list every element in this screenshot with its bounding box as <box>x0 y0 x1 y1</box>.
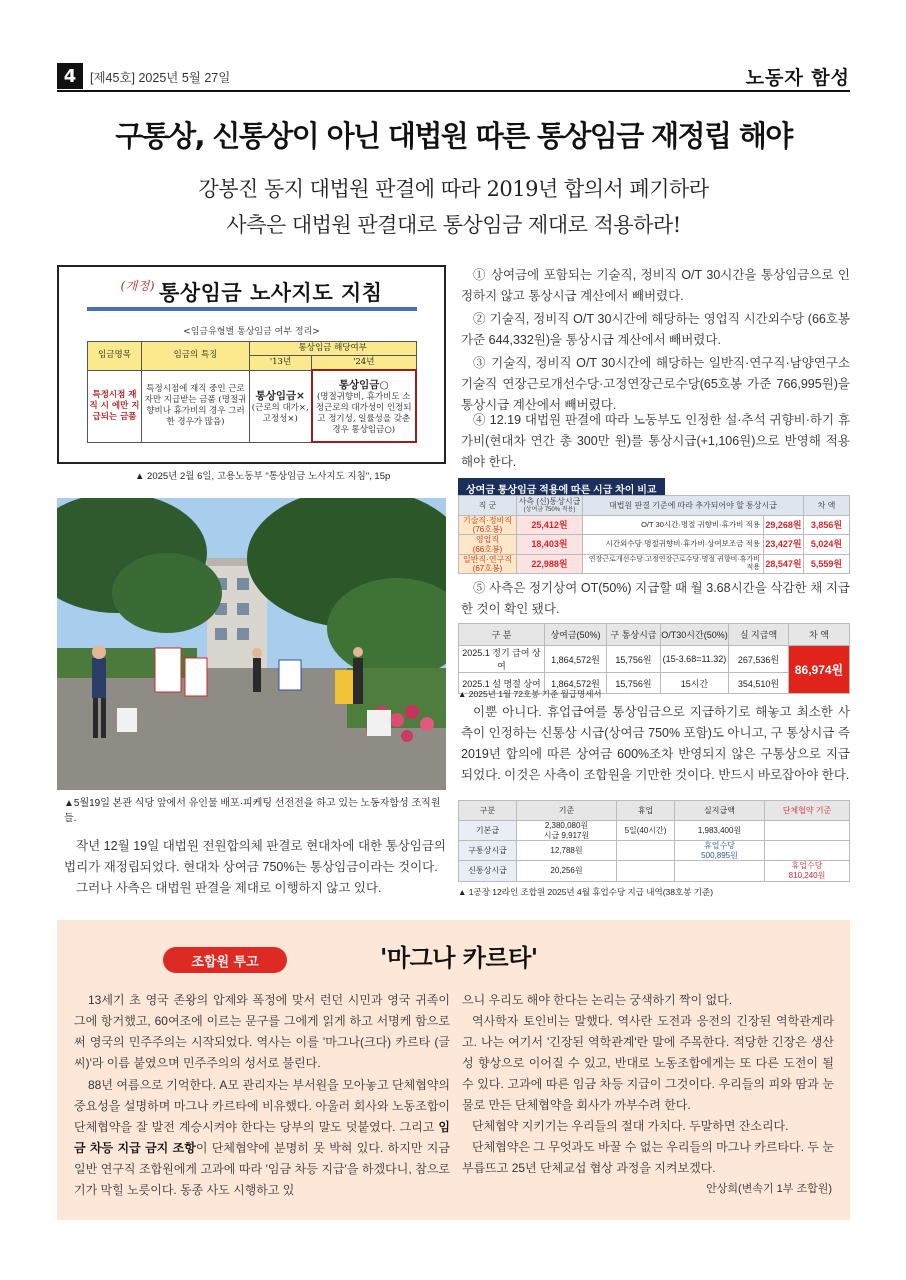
highlight-clause: 임금 차등 지급 금지 조항 <box>74 1120 450 1155</box>
subheadline-2: 사측은 대법원 판결대로 통상임금 제대로 적용하라! <box>226 213 681 237</box>
t3-paid <box>675 861 765 881</box>
subheadline-1: 강봉진 동지 대법원 판결에 따라 2019년 합의서 폐기하라 <box>198 177 709 201</box>
guideline-inner-caption: <임금유형별 통상임금 여부 정리> <box>183 327 320 337</box>
t1-header-company-sub: (상여금 750% 적용) <box>523 506 576 513</box>
guideline-title-bar <box>87 307 417 311</box>
t3-header: 구분 <box>459 801 517 821</box>
t3-leave: 5일(40시간) <box>617 821 675 841</box>
t2-cell: 15,756원 <box>607 646 661 673</box>
right-paragraph-1: ① 상여금에 포함되는 기술직, 정비직 O/T 30시간을 통상임금으로 인정하지 않고 통상시급 계산에서 빼버렸다. <box>461 268 850 303</box>
contribution-author: 안상희(변속기 1부 조합원) <box>706 1183 832 1195</box>
wage-comparison-title: 상여금 통상임금 적용에 따른 시급 차이 비교 <box>458 478 665 495</box>
left-paragraph-1: 작년 12월 19일 대법원 전원합의체 판결로 현대차에 대한 통상임금의 법리가 재정립되었다. 현대차 상여금 750%는 통상임금이라는 것이다. <box>64 839 446 874</box>
t1-header-court: 대법원 판결 기준에 따라 추가되어야 할 통상시급 <box>583 496 804 516</box>
contribution-right-4: 단체협약은 그 무엇과도 바꿀 수 없는 우리들의 마그나 카르타다. 두 눈 부릅뜨고 25년 단체교섭 협상 과정을 지켜보겠다. <box>462 1140 834 1175</box>
guideline-row-13-sub: (근로의 대가×, 고정성×) <box>251 402 309 424</box>
table-row <box>459 535 850 554</box>
t1-court: 23,427원 <box>764 535 804 554</box>
guideline-col-type: 임금명목 <box>88 342 142 371</box>
issue-date: [제45호] 2025년 5월 27일 <box>90 71 231 85</box>
guideline-title <box>59 277 444 307</box>
guideline-title-text: 통상임금 노사지도 지침 <box>159 281 383 305</box>
t3-header: 휴업 <box>617 801 675 821</box>
t1-group: 기술직·정비직 (76호봉) <box>459 516 517 535</box>
t1-basis: 시간외수당·명절귀향비·휴가비·상여보조금 적용 <box>583 535 764 554</box>
headline: 구통상, 신통상이 아닌 대법원 따른 통상임금 재정립 해야 <box>115 119 792 153</box>
t1-court: 28,547원 <box>764 554 804 573</box>
contribution-title: '마그나 카르타' <box>380 943 538 972</box>
header-rule <box>57 90 850 92</box>
contribution-badge: 조합원 투고 <box>163 947 287 973</box>
t2-cell: 2025.1 정기 급여 상여 <box>459 646 545 673</box>
page-number: 4 <box>57 63 83 89</box>
payslip-caption: ▲ 2025년 1월 72호봉 기준 월급명세서 <box>458 689 602 699</box>
guideline-row-13-main: 통상임금× <box>255 389 305 402</box>
t2-cell: 1,864,572원 <box>545 646 607 673</box>
t2-header: 실 지급액 <box>729 624 789 646</box>
t2-header: 차 액 <box>789 624 850 646</box>
wage-comparison-table <box>458 495 850 574</box>
t3-header: 단체협약 기준 <box>765 801 850 821</box>
t1-group: 영업직 (66호봉) <box>459 535 517 554</box>
t3-label: 신통상시급 <box>459 861 517 881</box>
t1-header-company-main: 사측 (신)통상시급 <box>518 497 581 507</box>
guideline-col-feature: 임금의 특징 <box>142 342 250 371</box>
guideline-row-24 <box>312 370 417 442</box>
t3-label: 기본급 <box>459 821 517 841</box>
t2-header: 상여금(50%) <box>545 624 607 646</box>
t2-header: 구 분 <box>459 624 545 646</box>
guideline-row-type: 특정시점 재직 시 에만 지급되는 금품 <box>88 370 142 442</box>
t2-cell: 2025.1 설 명절 상여 <box>459 673 545 694</box>
guideline-row-feature: 특정시점에 재직 중인 근로자만 지급받는 금품 (명절귀향비나 휴가비의 경우 그러한 경우가 많음) <box>142 370 250 442</box>
guideline-table <box>87 341 417 443</box>
t2-diff: 86,974원 <box>789 646 850 694</box>
t3-basis: 2,380,080원 시급 9,917원 <box>517 821 617 841</box>
t1-company: 18,403원 <box>517 535 583 554</box>
t3-header: 실지급액 <box>675 801 765 821</box>
t2-cell: 15,756원 <box>607 673 661 694</box>
t1-diff: 5,024원 <box>804 535 850 554</box>
t1-basis: O/T 30시간·명절 귀향비·휴가비 적용 <box>583 516 764 535</box>
leave-pay-caption: ▲ 1공장 12라인 조합원 2025년 4월 휴업수당 지급 내역(38호봉 기준) <box>458 887 714 897</box>
contribution-left-2: 88년 여름으로 기억한다. A모 관리자는 부서원을 모아놓고 단체협약의 중요성을 설명하며 마그나 카르타에 비유했다. 아울러 회사와 노동조합이 단체협약을 잘 발전 계승시켜야 한다는 당부의 말도 덧붙였다. 그리고 임금 차등 지급 금지 조항이 단체협약에 분명히 못 박혀 있다. 하지만 지금 일반 연구직 조합원에게 고과에 따라 '임금 차등 지급'을 하겠다니, 참으로 기가 막힐 노릇이다. 동종 사도 시행하고 있 <box>74 1078 450 1197</box>
table-row <box>459 841 850 861</box>
t3-leave <box>617 841 675 861</box>
left-paragraph-2: 그러나 사측은 대법원 판결을 제대로 이행하지 않고 있다. <box>76 881 382 895</box>
right-paragraph-6: 이뿐 아니다. 휴업급여를 통상임금으로 지급하기로 해놓고 최소한 사측이 인정하는 신통상 시급(상여금 750% 포함)도 아니고, 구 통상시급 즉 2019년 합의에 따른 상여금 600%조차 반영되지 않은 구통상으로 지급되었다. 이것은 사측이 조합원을 기만한 것이다. 반드시 바로잡아야 한다. <box>461 705 850 782</box>
t1-court: 29,268원 <box>764 516 804 535</box>
guideline-row-24-sub: (명절귀향비, 휴가비도 소정근로의 대가성이 인정되고 정기성, 일률성을 갖춘 경우 통상임금○) <box>315 391 412 435</box>
guideline-excerpt <box>57 265 446 464</box>
table-row <box>459 554 850 573</box>
t1-group: 일반직·연구직 (67호봉) <box>459 554 517 573</box>
contribution-left-1: 13세기 초 영국 존왕의 압제와 폭정에 맞서 런던 시민과 영국 귀족이 그에 항거했고, 60여조에 이르는 문구를 그에게 읽게 하고 서명케 함으로써 영국의 민주주의는 시작되었다. 역사는 이를 '마그나(크다) 카르타 (글씨)'라 이름 붙였으며 민주주의의 성서로 불린다. <box>74 993 450 1070</box>
table-row <box>459 861 850 881</box>
guideline-col-status: 통상임금 해당여부 <box>250 342 417 356</box>
rally-photo <box>57 498 446 790</box>
right-paragraph-5: ⑤ 사측은 정기상여 OT(50%) 지급할 때 월 3.68시간을 삭감한 채 지급한 것이 확인 됐다. <box>461 581 850 616</box>
t3-leave <box>617 861 675 881</box>
right-paragraph-4: ④ 12.19 대법원 판결에 따라 노동부도 인정한 설·추석 귀향비·하기 휴가비(현대차 연간 총 300만 원)를 통상시급(+1,106원)으로 반영해 적용해야 한다. <box>461 413 850 469</box>
t1-basis: 연장근로개선수당·고정연장근로수당·명절 귀향비·휴가비 적용 <box>583 554 764 573</box>
photo-caption: ▲5월19일 본관 식당 앞에서 유인물 배포·피케팅 선전전을 하고 있는 노동자함성 조직원들. <box>64 798 441 824</box>
contribution-right-3: 단체협약 지키기는 우리들의 절대 가치다. 두말하면 잔소리다. <box>472 1119 789 1133</box>
contribution-right-1: 으니 우리도 해야 한다는 논리는 궁색하기 짝이 없다. <box>462 993 733 1007</box>
t2-cell: 1,864,572원 <box>545 673 607 694</box>
payslip-table <box>458 623 850 694</box>
t2-header: 구 통상시급 <box>607 624 661 646</box>
table-row <box>459 821 850 841</box>
t3-paid: 1,983,400원 <box>675 821 765 841</box>
guideline-col-13: '13년 <box>250 356 312 371</box>
table-row <box>459 646 850 673</box>
t3-basis: 20,256원 <box>517 861 617 881</box>
guideline-caption: ▲ 2025년 2월 6일, 고용노동부 "통상임금 노사지도 지침", 15p <box>135 471 391 482</box>
t2-cell: (15-3.68=11.32) <box>661 646 729 673</box>
t1-header-group: 직 군 <box>459 496 517 516</box>
t3-cba <box>765 841 850 861</box>
contribution-right-2: 역사학자 토인비는 말했다. 역사란 도전과 응전의 긴장된 역학관계라고. 나는 여기서 '긴장된 역학관계'란 말에 주목한다. 적당한 긴장은 생산성 향상으로 이어질 수 있고, 반대로 노동조합에게는 또 다른 도전이 될 수 있다. 고과에 따른 임금 차등 지급이 그것이다. 우리들의 피와 땀과 눈물로 만든 단체협약을 회사가 까부수려 한다. <box>462 1014 834 1112</box>
t1-company: 22,988원 <box>517 554 583 573</box>
guideline-tag: (개정) <box>120 279 156 293</box>
t3-cba <box>765 821 850 841</box>
table-row <box>459 516 850 535</box>
t3-header: 기준 <box>517 801 617 821</box>
t1-header-company <box>517 496 583 516</box>
t1-header-diff: 차 액 <box>804 496 850 516</box>
t1-diff: 3,856원 <box>804 516 850 535</box>
t3-cba: 휴업수당 810,240원 <box>765 861 850 881</box>
guideline-row-13 <box>250 370 312 442</box>
right-paragraph-2: ② 기술직, 정비직 O/T 30시간에 해당하는 영업직 시간외수당 (66호봉 가준 644,332원)을 통상시급 계산에서 빼버렸다. <box>461 312 850 347</box>
t1-diff: 5,559원 <box>804 554 850 573</box>
t1-company: 25,412원 <box>517 516 583 535</box>
rally-photo-illustration <box>57 498 446 790</box>
t2-cell: 354,510원 <box>729 673 789 694</box>
leave-pay-table <box>458 800 850 882</box>
t3-label: 구통상시급 <box>459 841 517 861</box>
t2-cell: 267,536원 <box>729 646 789 673</box>
t2-cell: 15시간 <box>661 673 729 694</box>
t3-paid: 휴업수당 500,895원 <box>675 841 765 861</box>
t2-header: O/T30시간(50%) <box>661 624 729 646</box>
guideline-row-24-main: 통상임금○ <box>338 378 389 391</box>
t3-basis: 12,788원 <box>517 841 617 861</box>
guideline-col-24: '24년 <box>312 356 417 371</box>
right-paragraph-3: ③ 기술직, 정비직 O/T 30시간에 해당하는 일반직·연구직·남양연구소 기술직 연장근로개선수당·고정연장근로수당(65호봉 가준 766,995원)을 통상시급 계산에서 빼버렸다. <box>461 356 850 412</box>
newspaper-logo: 노동자 함성 <box>745 67 850 89</box>
